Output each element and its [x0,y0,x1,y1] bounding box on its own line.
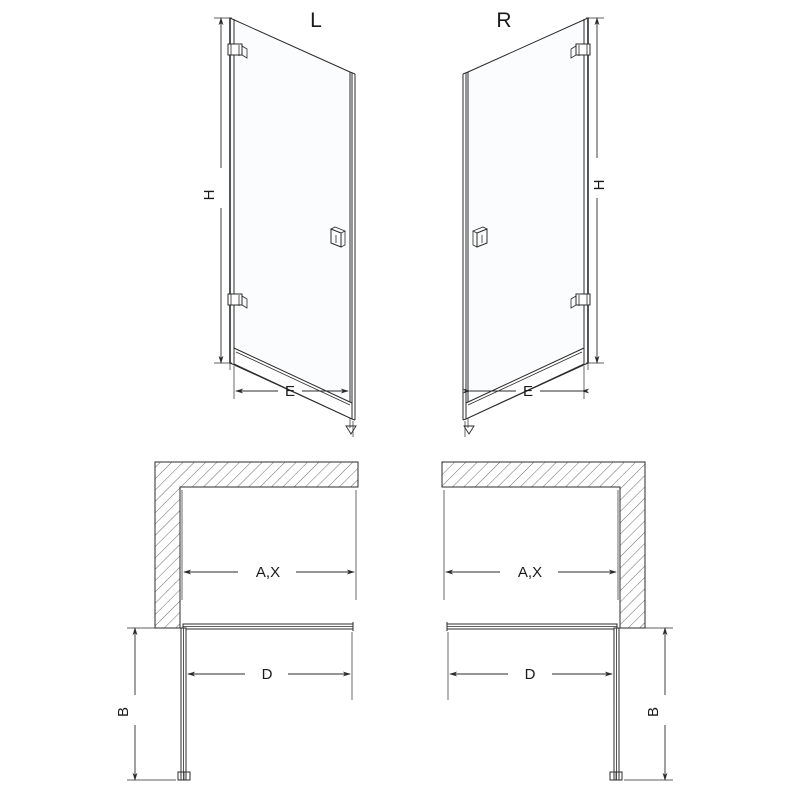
dimension-B-right [621,628,673,780]
dimension-B-left [115,628,179,780]
label-E-right: E [522,383,534,400]
label-E-left: E [284,383,296,400]
label-D-left: D [261,666,273,683]
variant-label-L: L [310,9,322,32]
dimension-D-left [186,632,352,700]
elevation-left-view [201,9,356,437]
label-H-right: H [591,179,608,191]
dimension-H-right [586,18,608,363]
dimension-D-right [448,632,614,700]
dimension-H-left [201,18,232,363]
label-AX-right: A,X [517,564,543,581]
label-H-left: H [201,189,218,201]
elevation-right-view [463,9,608,437]
dimension-AX-left [182,490,356,600]
plan-right-view [442,462,673,780]
plan-left-view [115,462,358,780]
label-AX-left: A,X [255,564,281,581]
label-B-right: B [645,706,662,718]
variant-label-R: R [496,9,512,32]
dimension-AX-right [444,490,618,600]
label-B-left: B [115,706,132,718]
label-D-right: D [524,666,536,683]
